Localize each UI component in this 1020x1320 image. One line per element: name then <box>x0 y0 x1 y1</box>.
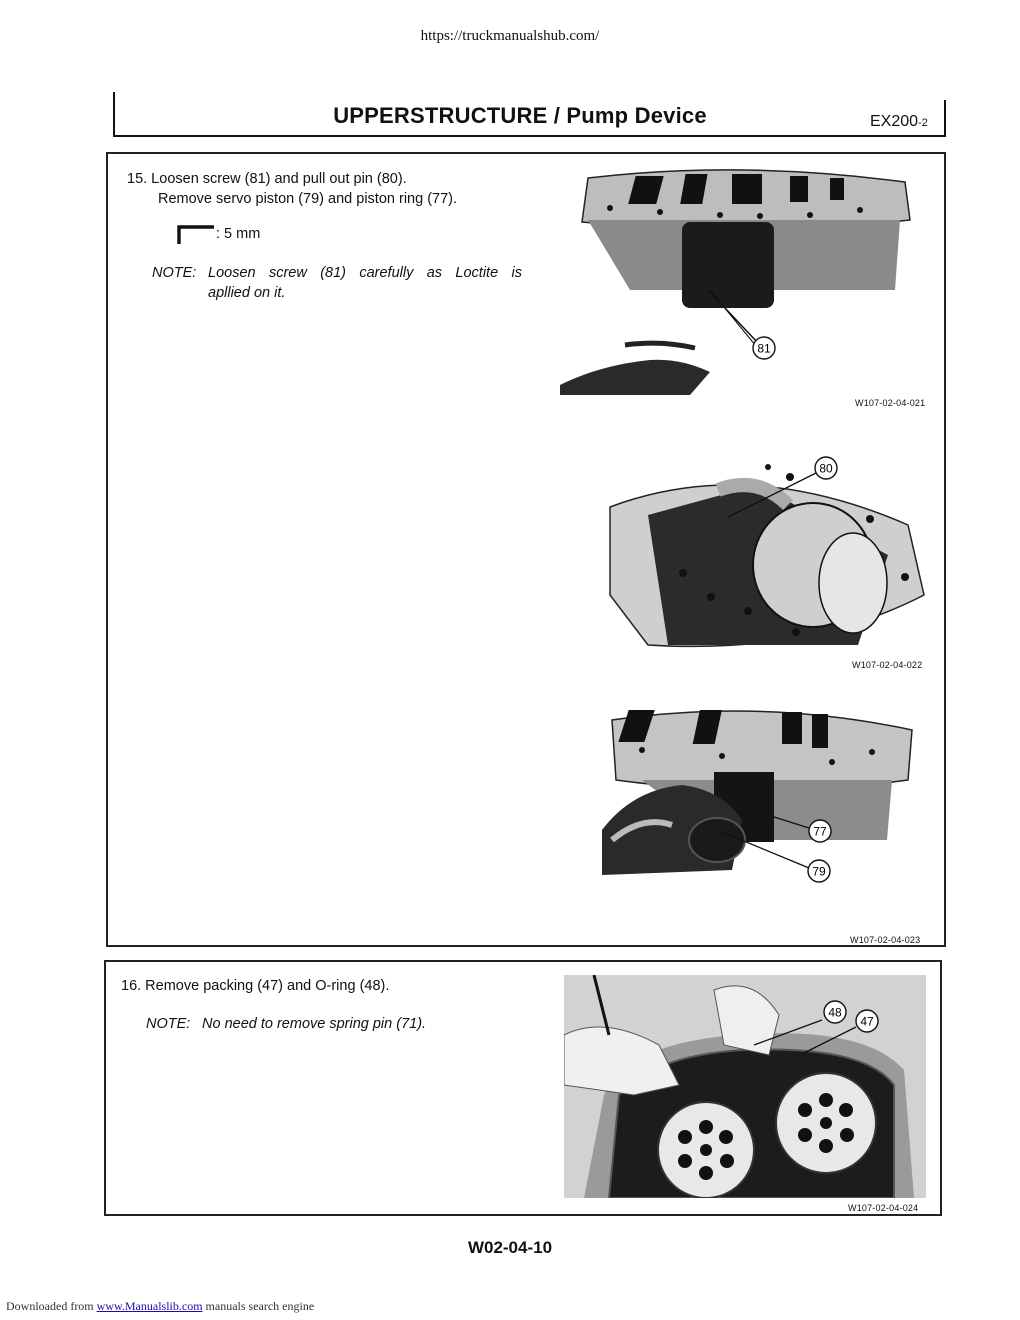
tool-spec: : 5 mm <box>216 226 261 242</box>
step-15-line-2: Remove servo piston (79) and piston ring (77). <box>158 191 458 207</box>
photo-piston-77-79 <box>602 700 922 895</box>
photo-caption-023: W107-02-04-023 <box>850 935 921 945</box>
callout-79: 79 <box>812 864 826 879</box>
step-15-note-label: NOTE: <box>152 265 197 281</box>
footer-suffix: manuals search engine <box>205 1299 315 1313</box>
callout-48: 48 <box>828 1005 842 1020</box>
manualslib-link[interactable]: www.Manualslib.com <box>96 1299 203 1313</box>
step-15-note-line-1: Loosen screw (81) carefully as Loctite is <box>208 265 522 281</box>
photo-packing-47-oring-48 <box>564 975 926 1198</box>
model-number <box>870 113 928 131</box>
footer-prefix: Downloaded from <box>6 1299 94 1313</box>
header-border-bottom <box>113 135 945 137</box>
photo-pin-80 <box>608 445 926 657</box>
photo-screw-81 <box>560 160 920 395</box>
callout-81: 81 <box>757 341 771 356</box>
photo-caption-024: W107-02-04-024 <box>848 1203 919 1213</box>
photo-caption-021: W107-02-04-021 <box>855 398 926 408</box>
callout-47: 47 <box>860 1014 874 1029</box>
page-number: W02-04-10 <box>467 1238 553 1257</box>
page-title: UPPERSTRUCTURE / Pump Device <box>333 103 707 128</box>
step-15-note-line-2: apllied on it. <box>208 285 286 301</box>
model-main: EX200 <box>870 113 919 130</box>
callout-77: 77 <box>813 824 827 839</box>
header-border-left <box>113 92 115 136</box>
callout-80: 80 <box>819 461 833 476</box>
model-suffix: -2 <box>918 117 928 129</box>
step-16-note-label: NOTE: <box>146 1016 191 1032</box>
download-footer <box>6 1299 314 1314</box>
photo-caption-022: W107-02-04-022 <box>852 660 923 670</box>
step-16-note-text: No need to remove spring pin (71). <box>202 1016 427 1032</box>
hex-key-icon <box>176 222 216 246</box>
step-16-line-1: 16. Remove packing (47) and O-ring (48). <box>121 978 390 994</box>
header-border-right <box>944 100 946 137</box>
step-15-line-1: 15. Loosen screw (81) and pull out pin (80). <box>127 171 407 187</box>
source-url: https://truckmanualshub.com/ <box>420 28 600 44</box>
